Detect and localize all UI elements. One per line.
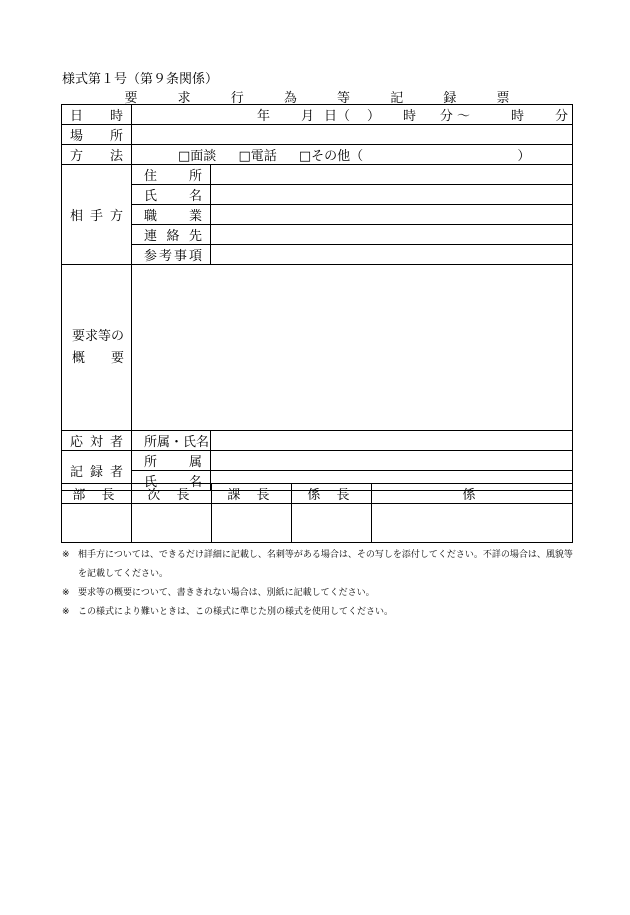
row-place [62, 125, 573, 145]
counterpart-address-label: 住 所 [132, 165, 211, 185]
row-method [62, 145, 573, 165]
dt-month: 月 [300, 109, 314, 124]
approval-director-stamp[interactable] [62, 504, 132, 543]
note-text: この様式により難いときは、この様式に準じた別の様式を使用してください。 [78, 607, 394, 617]
responder-value[interactable] [211, 431, 573, 451]
approval-staff-label: 係 [372, 484, 573, 504]
row-summary [62, 265, 573, 431]
counterpart-reference-label: 参考事項 [132, 245, 211, 265]
method-option-interview[interactable]: □面談 [178, 149, 217, 164]
counterpart-address-value[interactable] [211, 165, 573, 185]
counterpart-contact-value[interactable] [211, 225, 573, 245]
row-counterpart-contact [62, 225, 573, 245]
counterpart-occupation-label: 職 業 [132, 205, 211, 225]
row-counterpart-reference [62, 245, 573, 265]
counterpart-name-label: 氏 名 [132, 185, 211, 205]
method-label: 方 法 [62, 145, 132, 165]
datetime-label: 日 時 [62, 105, 132, 125]
dt-weekday-close: ） [366, 109, 380, 124]
row-counterpart-name [62, 185, 573, 205]
note-mark: ※ [62, 607, 70, 617]
counterpart-contact-label: 連 絡 先 [132, 225, 211, 245]
responder-field-label: 所属・氏名 [132, 431, 211, 451]
note-mark: ※ [62, 550, 70, 560]
form-number-label: 様式第１号（第９条関係） [62, 72, 219, 87]
approval-staff-stamp[interactable] [372, 504, 573, 543]
dt-year: 年 [256, 109, 270, 124]
responder-label: 応 対 者 [62, 431, 132, 451]
dt-hour-end: 時 [510, 109, 524, 124]
approval-subsection-chief-label: 係 長 [292, 484, 372, 504]
notes [62, 546, 577, 622]
summary-label-line2: 概 要 [72, 350, 125, 366]
method-other-close: ） [517, 149, 531, 164]
counterpart-label: 相 手 方 [62, 165, 132, 265]
dt-minute-to: 分 〜 [439, 109, 470, 124]
recorder-label: 記 録 者 [62, 451, 132, 491]
place-label: 場 所 [62, 125, 132, 145]
row-recorder-dept [62, 451, 573, 471]
form-title: 要 求 行 為 等 記 録 票 [124, 91, 528, 106]
method-option-phone[interactable]: □電話 [238, 149, 277, 164]
note-item [62, 603, 577, 622]
summary-label-line1: 要求等の [72, 328, 125, 344]
dt-day: 日（ [323, 109, 350, 124]
approval-director-label: 部 長 [62, 484, 132, 504]
row-counterpart-address [62, 165, 573, 185]
note-item [62, 584, 577, 603]
counterpart-reference-value[interactable] [211, 245, 573, 265]
counterpart-occupation-value[interactable] [211, 205, 573, 225]
recorder-dept-value[interactable] [211, 451, 573, 471]
method-option-other[interactable]: □その他（ [298, 149, 364, 164]
note-text: 要求等の概要について、書ききれない場合は、別紙に記載してください。 [78, 588, 375, 598]
approval-deputy-label: 次 長 [132, 484, 212, 504]
record-table [61, 104, 573, 491]
note-text: 相手方については、できるだけ詳細に記載し、名刺等がある場合は、その写しを添付してください。不詳の場合は、風貌等を記載してください。 [78, 550, 573, 579]
approval-section-chief-label: 課 長 [212, 484, 292, 504]
approval-stamp-row [62, 504, 573, 543]
summary-value[interactable] [132, 265, 573, 431]
recorder-name-label: 氏 名 [132, 471, 211, 491]
approval-subsection-chief-stamp[interactable] [292, 504, 372, 543]
row-responder [62, 431, 573, 451]
approval-table [61, 483, 573, 543]
approval-section-chief-stamp[interactable] [212, 504, 292, 543]
dt-hour: 時 [402, 109, 416, 124]
recorder-dept-label: 所 属 [132, 451, 211, 471]
approval-deputy-stamp[interactable] [132, 504, 212, 543]
row-counterpart-occupation [62, 205, 573, 225]
method-value [132, 145, 573, 165]
summary-label [62, 265, 132, 431]
note-item [62, 546, 577, 584]
approval-header-row [62, 484, 573, 504]
dt-minute-end: 分 [554, 109, 568, 124]
datetime-value[interactable] [132, 105, 573, 125]
note-mark: ※ [62, 588, 70, 598]
place-value[interactable] [132, 125, 573, 145]
counterpart-name-value[interactable] [211, 185, 573, 205]
row-datetime [62, 105, 573, 125]
